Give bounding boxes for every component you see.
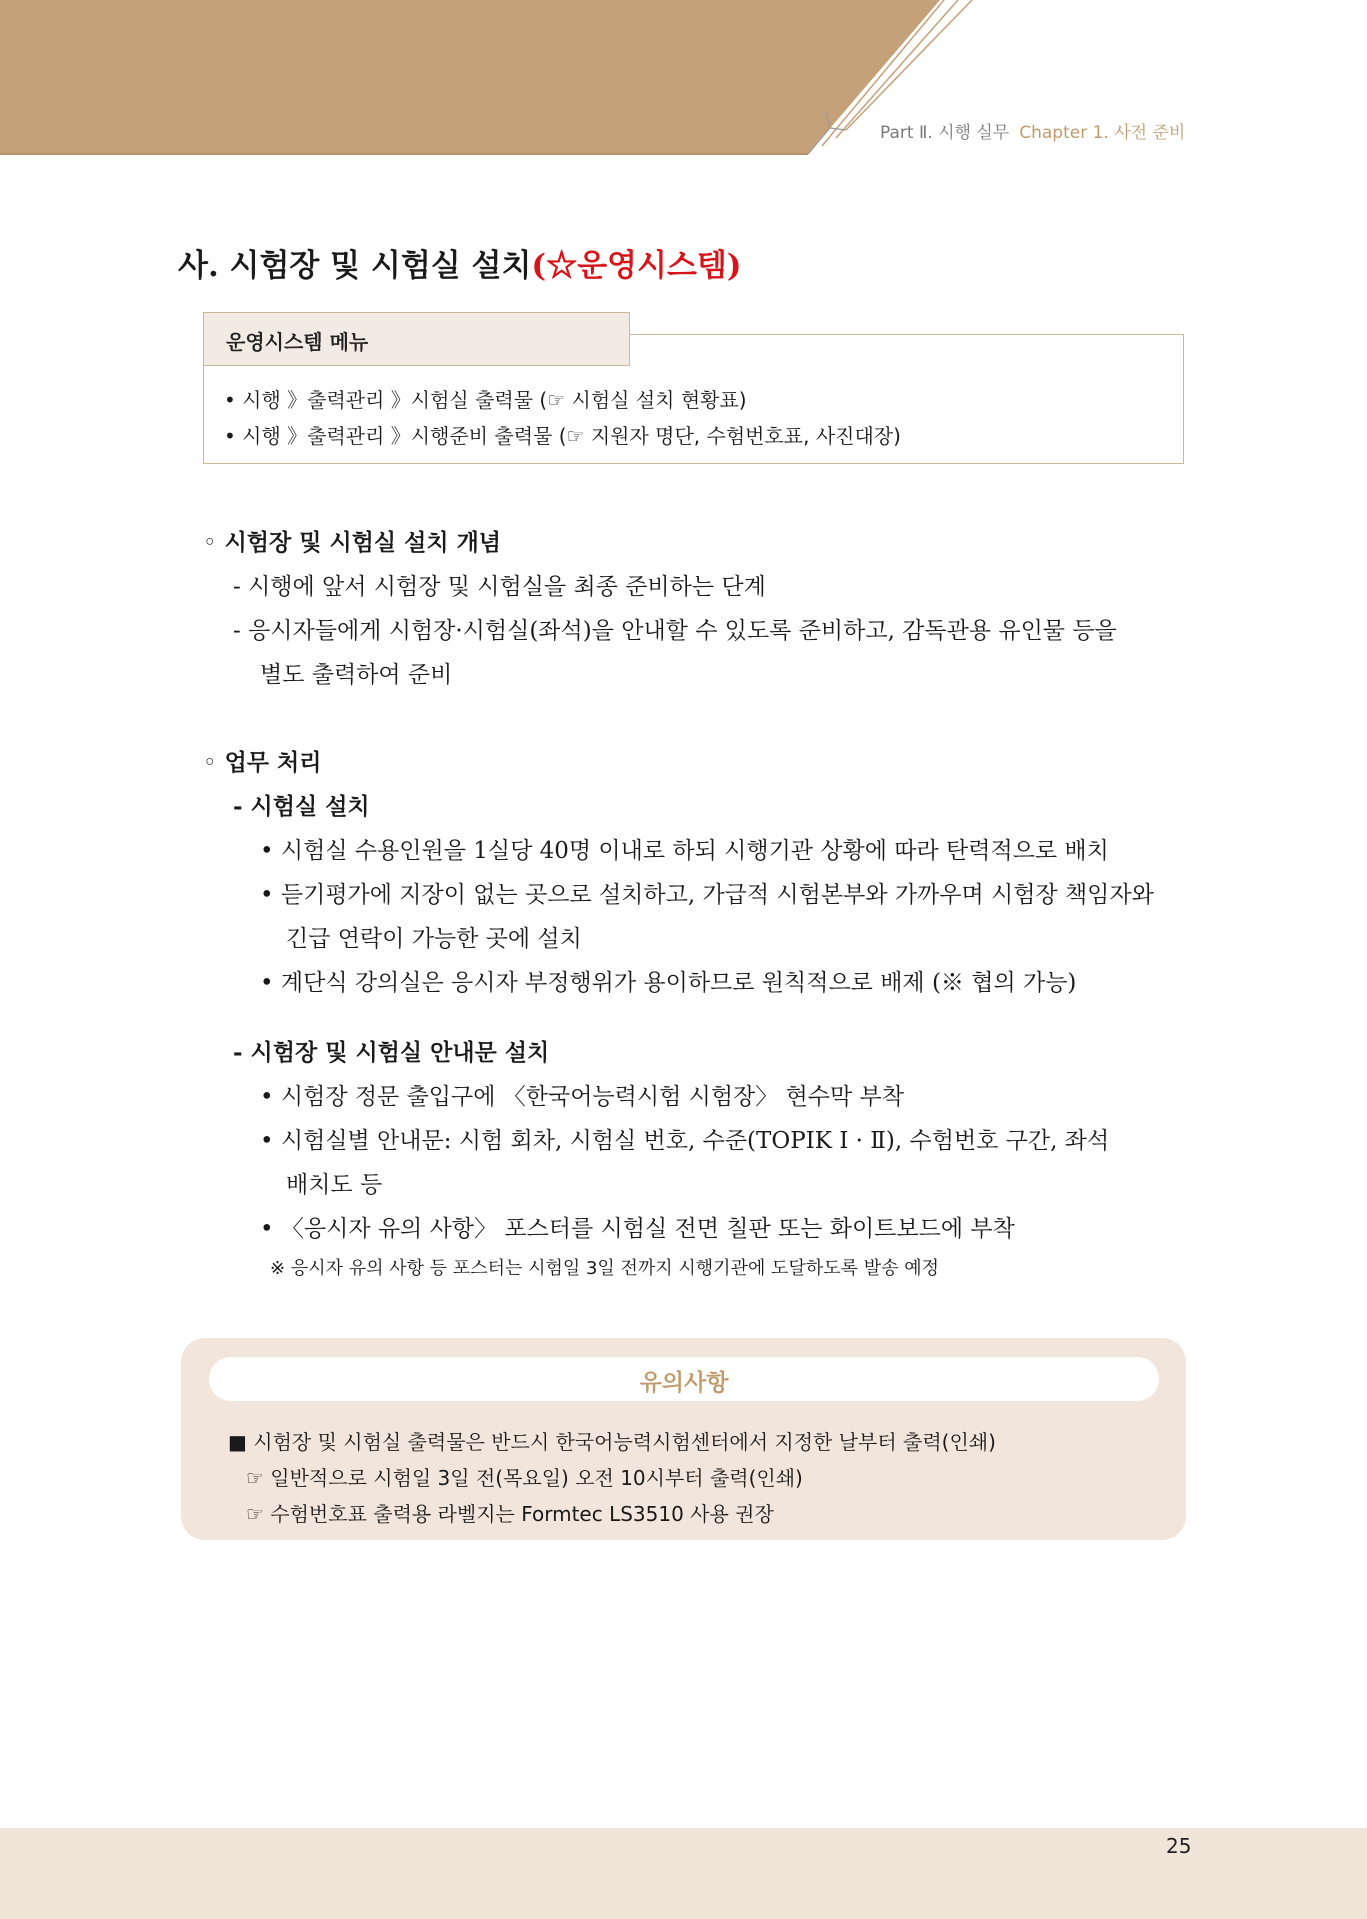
page-number: 25 xyxy=(1166,1834,1192,1858)
notice-line: • 시험장 정문 출입구에 〈한국어능력시험 시험장〉 현수막 부착 xyxy=(260,1084,904,1110)
caution-item: ☞ 수험번호표 출력용 라벨지는 Formtec LS3510 사용 권장 xyxy=(246,1502,774,1526)
caution-item: ■ 시험장 및 시험실 출력물은 반드시 한국어능력시험센터에서 지정한 날부터 출력(인쇄) xyxy=(228,1430,996,1454)
section-title-tag: (☆운영시스템) xyxy=(531,248,742,284)
concept-heading: ◦ 시험장 및 시험실 설치 개념 xyxy=(203,529,502,556)
room-setup-line: 긴급 연락이 가능한 곳에 설치 xyxy=(286,926,582,952)
header-part: Part Ⅱ. 시행 실무 xyxy=(880,123,1010,143)
concept-line: 별도 출력하여 준비 xyxy=(260,662,453,688)
system-menu-title: 운영시스템 메뉴 xyxy=(226,330,369,354)
work-heading: ◦ 업무 처리 xyxy=(203,749,322,776)
system-menu-item: • 시행 》출력관리 》시험실 출력물 (☞ 시험실 설치 현황표) xyxy=(224,388,747,412)
caution-item: ☞ 일반적으로 시험일 3일 전(목요일) 오전 10시부터 출력(인쇄) xyxy=(246,1466,803,1490)
section-title-text: 사. 시험장 및 시험실 설치 xyxy=(178,248,532,284)
room-setup-line: • 계단식 강의실은 응시자 부정행위가 용이하므로 원칙적으로 배제 (※ 협의 가능) xyxy=(260,970,1077,996)
running-header xyxy=(880,118,1185,143)
section-title xyxy=(178,240,742,285)
room-setup-line: • 듣기평가에 지장이 없는 곳으로 설치하고, 가급적 시험본부와 가까우며 시험장 책임자와 xyxy=(260,882,1154,908)
notice-line: • 시험실별 안내문: 시험 회차, 시험실 번호, 수준(TOPIK Ⅰ · Ⅱ), 수험번호 구간, 좌석 xyxy=(260,1128,1110,1154)
notice-line: 배치도 등 xyxy=(286,1172,383,1198)
poster-note: ※ 응시자 유의 사항 등 포스터는 시험일 3일 전까지 시행기관에 도달하도록 발송 예정 xyxy=(270,1258,939,1279)
work-sub-heading-notice: - 시험장 및 시험실 안내문 설치 xyxy=(233,1039,550,1066)
concept-line: - 응시자들에게 시험장·시험실(좌석)을 안내할 수 있도록 준비하고, 감독관용 유인물 등을 xyxy=(233,618,1117,644)
room-setup-line: • 시험실 수용인원을 1실당 40명 이내로 하되 시행기관 상황에 따라 탄력적으로 배치 xyxy=(260,838,1109,864)
footer-band xyxy=(0,1828,1367,1919)
header-chapter: Chapter 1. 사전 준비 xyxy=(1019,123,1186,143)
caution-title: 유의사항 xyxy=(639,1370,729,1396)
notice-line: • 〈응시자 유의 사항〉 포스터를 시험실 전면 칠판 또는 화이트보드에 부착 xyxy=(260,1216,1015,1242)
work-sub-heading-room: - 시험실 설치 xyxy=(233,793,370,820)
system-menu-item: • 시행 》출력관리 》시행준비 출력물 (☞ 지원자 명단, 수험번호표, 사진대장) xyxy=(224,424,901,448)
concept-line: - 시행에 앞서 시험장 및 시험실을 최종 준비하는 단계 xyxy=(233,574,766,600)
